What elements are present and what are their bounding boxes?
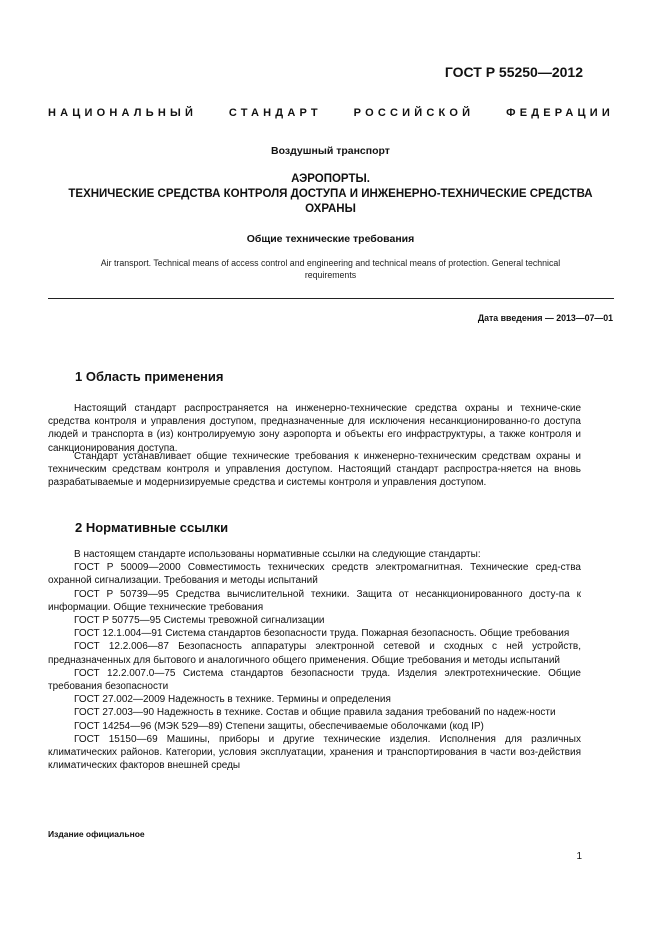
reference-item: ГОСТ 14254—96 (МЭК 529—89) Степени защиты, обеспечиваемые оболочками (код IP)	[74, 720, 484, 732]
reference-item: ГОСТ 12.2.007.0—75 Система стандартов безопасности труда. Изделия электротехнические. Общие требования безопасности	[48, 667, 581, 693]
national-standard-banner	[48, 107, 614, 119]
reference-item: ГОСТ 27.002—2009 Надежность в технике. Термины и определения	[74, 694, 391, 706]
title-line: ОХРАНЫ	[305, 203, 356, 215]
banner-word: СТАНДАРТ	[228, 107, 322, 119]
title-line: ТЕХНИЧЕСКИЕ СРЕДСТВА КОНТРОЛЯ ДОСТУПА И ИНЖЕНЕРНО-ТЕХНИЧЕСКИЕ СРЕДСТВА	[68, 188, 593, 200]
section-heading-normative-references: 2 Нормативные ссылки	[75, 520, 229, 535]
reference-item: ГОСТ 15150—69 Машины, приборы и другие технические изделия. Исполнения для различных климатических районов. Категории, условия эксплуатации, хранения и транспортирования в части воз-действия климатических факторов внешней среды	[48, 733, 581, 772]
paragraph: Стандарт устанавливает общие технические требования к инженерно-техническим средствам охраны и техническим средствам контроля и управления доступом. Настоящий стандарт распростра-няется на вновь разрабатываемые и модернизируемые средства и системы контроля и управления доступом.	[48, 451, 581, 489]
document-title	[40, 172, 621, 217]
section-heading-scope: 1 Область применения	[75, 369, 224, 384]
title-line: АЭРОПОРТЫ.	[291, 173, 370, 185]
document-subtitle: Общие технические требования	[246, 233, 415, 245]
scope-paragraph	[48, 402, 581, 455]
scope-paragraph	[48, 450, 581, 490]
introduction-date: Дата введения — 2013—07—01	[477, 313, 613, 323]
references-intro: В настоящем стандарте использованы нормативные ссылки на следующие стандарты:	[74, 549, 481, 560]
subject-line: Воздушный транспорт	[271, 145, 390, 157]
reference-item: ГОСТ Р 50009—2000 Совместимость технических средств электромагнитная. Технические сред-ства охранной сигнализации. Требования и методы испытаний	[48, 562, 581, 587]
banner-word: ФЕДЕРАЦИИ	[506, 107, 614, 119]
reference-item: ГОСТ 12.1.004—91 Система стандартов безопасности труда. Пожарная безопасность. Общие требования	[74, 628, 570, 640]
reference-item: ГОСТ 27.003—90 Надежность в технике. Состав и общие правила задания требований по надеж-ности	[74, 707, 556, 719]
english-title-line: requirements	[304, 270, 357, 280]
page-number: 1	[576, 851, 582, 862]
reference-item: ГОСТ 12.2.006—87 Безопасность аппаратуры электронной сетевой и сходных с ней устройств, предназначенных для бытового и аналогичного общего применения. Общие требования и методы испытаний	[48, 641, 581, 666]
document-number: ГОСТ Р 55250—2012	[444, 64, 583, 80]
header-divider	[48, 298, 614, 299]
paragraph: Настоящий стандарт распространяется на инженерно-технические средства охраны и техниче-ские средства контроля и управления доступом, предназначенные для исключения несанкционированно-го доступа людей и транспорта в (из) контролируемую зону аэропорта и объекты его инфраструктуры, а также контроля и санкционирования доступа.	[48, 403, 581, 454]
english-title-line: Air transport. Technical means of access control and engineering and technical means of protection. General technical	[100, 258, 561, 268]
reference-item: ГОСТ Р 50775—95 Системы тревожной сигнализации	[74, 615, 325, 627]
normative-references-list	[48, 548, 581, 772]
banner-word: РОССИЙСКОЙ	[353, 107, 475, 119]
reference-item: ГОСТ Р 50739—95 Средства вычислительной техники. Защита от несанкционированного досту-па к информации. Общие технические требования	[48, 588, 581, 613]
banner-word: НАЦИОНАЛЬНЫЙ	[48, 107, 198, 119]
english-title	[40, 257, 621, 281]
official-edition-label: Издание официальное	[48, 829, 145, 839]
